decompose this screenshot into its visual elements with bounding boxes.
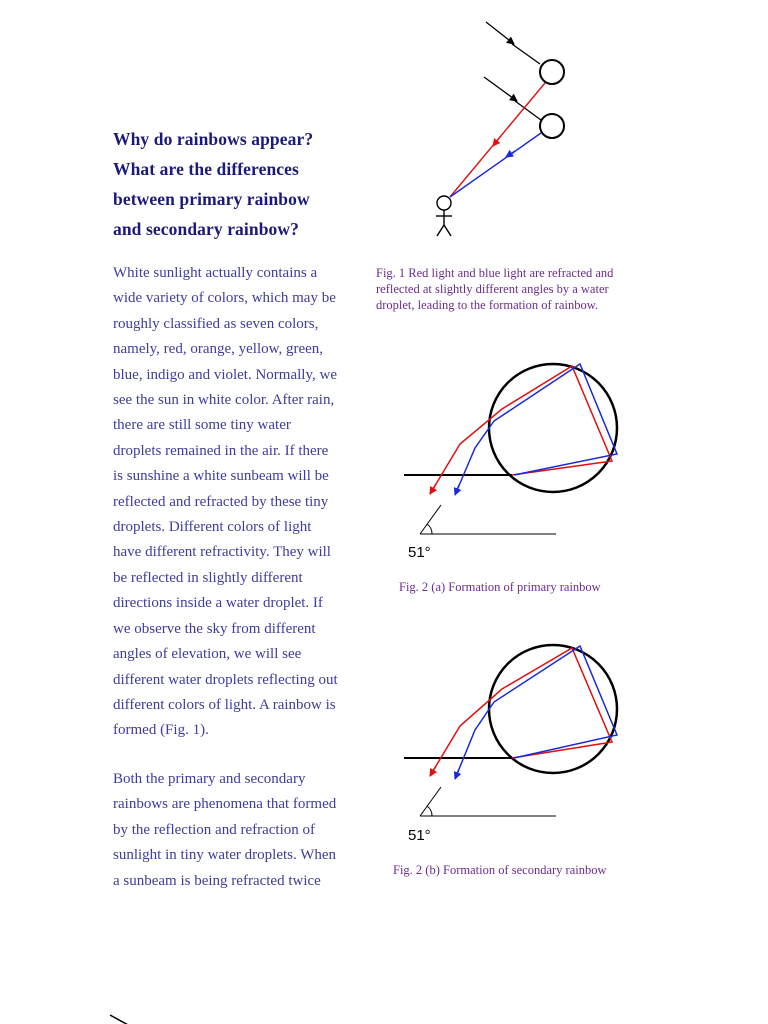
angle-arc: [427, 524, 432, 534]
text-line: different water droplets reflecting out: [113, 671, 338, 688]
text-line: formed (Fig. 1).: [113, 722, 209, 739]
blue-light-ray: [506, 151, 515, 157]
text-line: a sunbeam is being refracted twice: [113, 872, 321, 889]
figure-1: [436, 22, 564, 236]
blue-light-arrow: [455, 485, 459, 495]
text-line: reflected and refracted by these tiny: [113, 493, 329, 510]
text-line: rainbows are phenomena that formed: [113, 796, 337, 813]
red-light-arrow: [430, 766, 436, 776]
sunlight-ray: [512, 44, 540, 64]
text-line: we observe the sky from different: [113, 620, 316, 637]
angle-ray: [420, 787, 441, 816]
observer-stick-figure: [436, 196, 452, 236]
heading-line: What are the differences: [113, 159, 299, 179]
heading-line: between primary rainbow: [113, 189, 310, 209]
figure-2b: [404, 645, 617, 844]
heading-line: and secondary rainbow?: [113, 219, 299, 239]
text-line: droplets remained in the air. If there: [113, 442, 329, 459]
water-droplet: [540, 114, 564, 138]
text-line: roughly classified as seven colors,: [113, 315, 319, 332]
text-line: is sunshine a white sunbeam will be: [113, 468, 329, 485]
partial-ray-bottom: [110, 1015, 130, 1024]
sunlight-ray: [484, 77, 517, 101]
angle-arc: [427, 806, 432, 816]
text-line: see the sun in white color. After rain,: [113, 392, 335, 409]
text-line: wide variety of colors, which may be: [113, 290, 336, 307]
caption-line: Fig. 1 Red light and blue light are refracted and: [376, 266, 614, 280]
caption-line: droplet, leading to the formation of rainbow.: [376, 298, 599, 312]
figure-2b-caption: Fig. 2 (b) Formation of secondary rainbow: [393, 863, 607, 877]
figure-2a-caption: Fig. 2 (a) Formation of primary rainbow: [399, 580, 601, 594]
text-line: droplets. Different colors of light: [113, 519, 312, 536]
red-light-arrow: [430, 484, 436, 494]
text-line: be reflected in slightly different: [113, 569, 303, 586]
figure-2a: [404, 364, 617, 561]
blue-light-arrow: [455, 769, 459, 779]
text-line: blue, indigo and violet. Normally, we: [113, 366, 337, 383]
text-line: Both the primary and secondary: [113, 771, 306, 787]
angle-label: 51°: [408, 827, 431, 844]
text-line: directions inside a water droplet. If: [113, 595, 323, 612]
text-line: by the reflection and refraction of: [113, 821, 315, 838]
red-light-ray: [493, 137, 500, 146]
text-line: White sunlight actually contains a: [113, 265, 318, 281]
text-line: different colors of light. A rainbow is: [113, 696, 336, 713]
text-line: angles of elevation, we will see: [113, 646, 302, 663]
text-line: have different refractivity. They will: [113, 544, 331, 561]
water-droplet: [540, 60, 564, 84]
heading-line: Why do rainbows appear?: [113, 129, 314, 149]
angle-label: 51°: [408, 544, 431, 561]
caption-line: reflected at slightly different angles by a water: [376, 282, 609, 296]
sunlight-ray: [486, 22, 514, 44]
angle-ray: [420, 505, 441, 534]
text-line: there are still some tiny water: [113, 417, 291, 434]
text-line: sunlight in tiny water droplets. When: [113, 847, 337, 864]
text-line: namely, red, orange, yellow, green,: [113, 341, 324, 358]
